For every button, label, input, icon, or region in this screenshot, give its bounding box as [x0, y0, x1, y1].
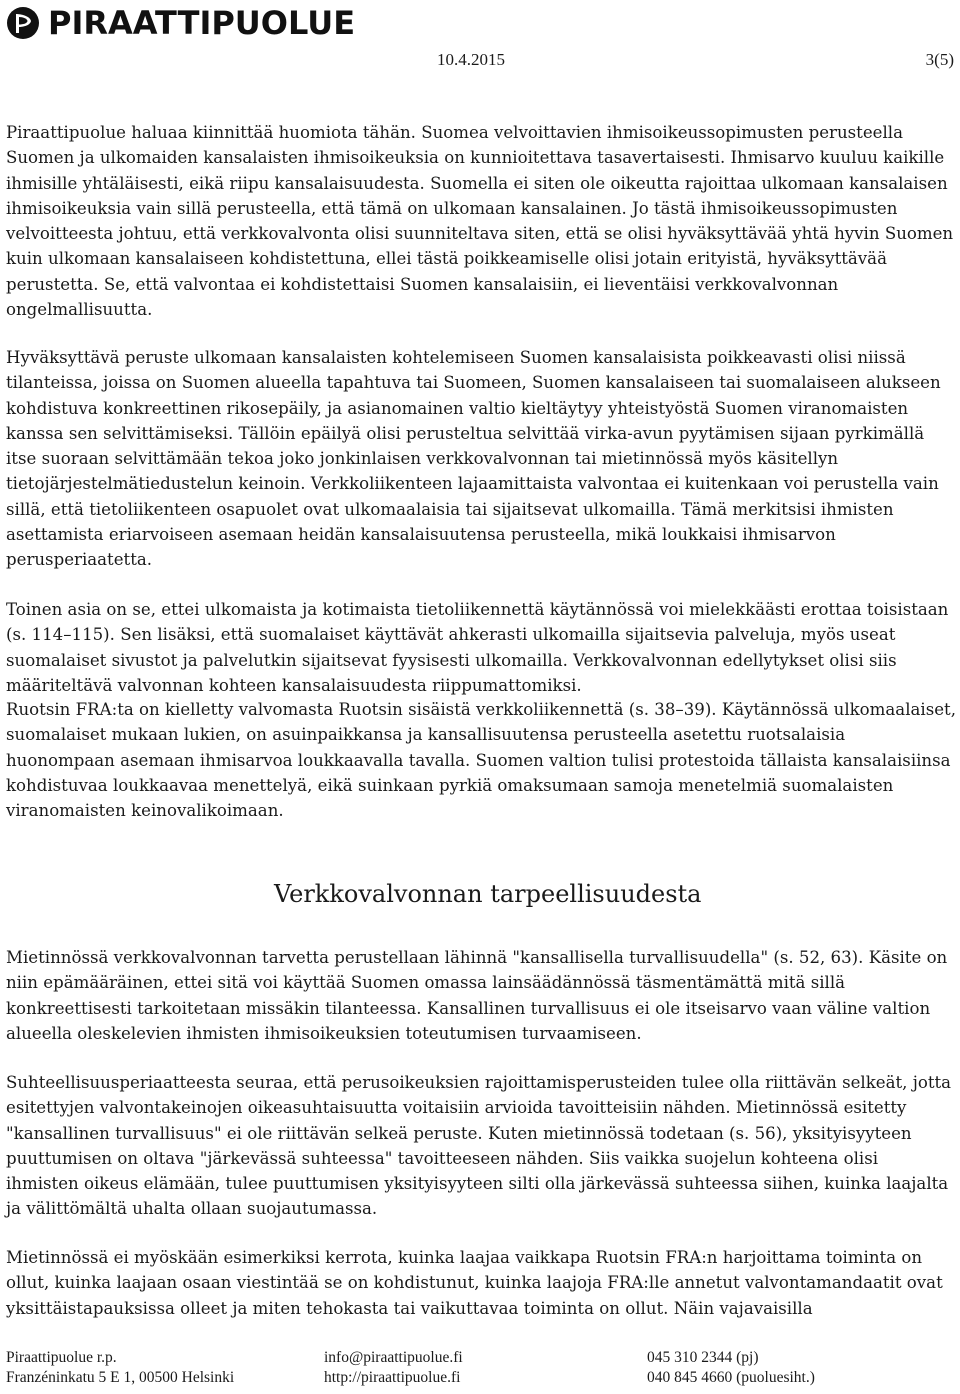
footer-address-block [6, 1348, 234, 1388]
footer-email[interactable]: info@piraattipuolue.fi [324, 1349, 463, 1366]
footer-website[interactable]: http://piraattipuolue.fi [324, 1369, 461, 1386]
paragraph: Ruotsin FRA:ta on kielletty valvomasta Ruotsin sisäistä verkkoliikennettä (s. 38–39). Käytännössä ulkomaalaiset, suomalaiset mukaan lukien, on asuinpaikkansa ja kansallisuutensa perusteella asetettu ruotsalaisia huonompaan asemaan ihmisarvoa loukkaavalla tavalla. Suomen valtion tulisi protestoida tällaista kansalaisiinsa kohdistuvaa loukkaavaa menettelyä, eikä suinkaan pyrkiä omaksumaan samoja menetelmiä suomalaisten viranomaisten keinovalikoimaan. [6, 700, 956, 821]
document-date: 10.4.2015 [437, 50, 505, 69]
paragraph: Mietinnössä ei myöskään esimerkiksi kerrota, kuinka laajaa vaikkapa Ruotsin FRA:n harjoittama toiminta on ollut, kuinka laajaan osaan viestintää se on kohdistunut, kuinka laajoja FRA:lle annetut valvontamandaatit ovat yksittäistapauksissa olleet ja miten tehokasta tai vaikuttavaa toiminta on ollut. Näin vajavaisilla [6, 1248, 943, 1318]
page-footer [0, 1344, 960, 1394]
logo [6, 5, 355, 41]
paragraph: Mietinnössä verkkovalvonnan tarvetta perustellaan lähinnä "kansallisella turvallisuudella" (s. 52, 63). Käsite on niin epämääräinen, ettei sitä voi käyttää Suomen omassa lainsäädännössä täsmentämättä mitä sillä konkreettisesti tarkoitetaan missäkin tilanteessa. Kansallinen turvallisuus ei ole itseisarvo vaan väline valtion alueella oleskelevien ihmisten ihmisoikeuksien toteutumisen turvaamiseen. [6, 948, 948, 1043]
footer-address: Franzéninkatu 5 E 1, 00500 Helsinki [6, 1369, 235, 1386]
paragraph: Hyväksyttävä peruste ulkomaan kansalaisten kohtelemiseen Suomen kansalaisista poikkeavasti olisi niissä tilanteissa, joissa on Suomen alueella tapahtuva tai Suomeen, Suomen kansalaiseen tai suomalaiseen alukseen kohdistuva konkreettinen rikosepäily, ja asianomainen valtio kieltäytyy yhteistyöstä Suomen viranomaisten kanssa sen selvittämiseksi. Tällöin epäilyä olisi perusteltua selvittää virka-avun pyytämisen sijaan pyrkimällä itse suoraan selvittämään tekoa joko jonkinlaisen verkkovalvonnan tai mietinnössä myös käsitellyn tietojärjestelmätiedustelun keinoin. Verkkoliikenteen lajaamittaista valvontaa ei kuitenkaan voi perustella vain sillä, että tietoliikenteen osapuolet ovat ulkomaalaisia tai sijaitsevat ulkomailla. Tämä merkitsisi ihmisten asettamista eriarvoiseen asemaan heidän kansalaisuutensa perusteella, mikä loukkaisi ihmisarvon perusperiaatetta. [6, 348, 941, 570]
page-header [0, 0, 960, 88]
logo-text: PIRAATTIPUOLUE [48, 4, 356, 42]
footer-phone-block [647, 1348, 815, 1388]
paragraph: Piraattipuolue haluaa kiinnittää huomiota tähän. Suomea velvoittavien ihmisoikeussopimusten perusteella Suomen ja ulkomaiden kansalaisten ihmisoikeuksia on kunnioitettava tasavertaisesti. Ihmisarvo kuuluu kaikille ihmisille yhtäläisesti, eikä riipu kansalaisuudesta. Suomella ei siten ole oikeutta rajoittaa ulkomaan kansalaisen ihmisoikeuksia vain sillä perusteella, että tämä on ulkomaan kansalainen. Jo tästä ihmisoikeussopimusten velvoitteesta johtuu, että verkkovalvonta olisi suunniteltava siten, että se olisi hyväksyttävää yhtä hyvin Suomen kuin ulkomaan kansalaiseen kohdistettuna, ellei tästä poikkeamiselle olisi jotain erityistä, hyväksyttävää perustetta. Se, että valvontaa ei kohdistettaisi Suomen kansalaisiin, ei lieventäisi verkkovalvonnan ongelmallisuutta. [6, 123, 954, 320]
footer-phone-secretary: 040 845 4660 (puoluesiht.) [647, 1369, 815, 1386]
page-number: 3(5) [925, 50, 954, 69]
footer-phone-chair: 045 310 2344 (pj) [647, 1349, 759, 1366]
footer-contact-block [324, 1348, 463, 1388]
paragraph: Suhteellisuusperiaatteesta seuraa, että perusoikeuksien rajoittamisperusteiden tulee olla riittävän selkeät, jotta esitettyjen valvontakeinojen oikeasuhtaisuutta voitaisiin arvioida tavoitteisiin nähden. Mietinnössä esitetty "kansallinen turvallisuus" ei ole riittävän selkeä peruste. Kuten mietinnössä todetaan (s. 56), yksityisyyteen puuttumisen on oltava "järkevässä suhteessa" tavoitteeseen nähden. Siis vaikka suojelun kohteena olisi ihmisten oikeus elämään, tulee puuttumisen yksityisyyteen silti olla järkevässä suhteessa siihen, kuinka laajalta ja välittömältä uhalta ollaan suojautumassa. [6, 1073, 952, 1219]
pirate-sail-logo-icon [6, 6, 40, 40]
paragraph: Toinen asia on se, ettei ulkomaista ja kotimaista tietoliikennettä käytännössä voi mielekkäästi erottaa toisistaan (s. 114–115). Sen lisäksi, että suomalaiset käyttävät ahkerasti ulkomailla sijaitsevia palveluja, myös useat suomalaiset sivustot ja palvelutkin sijaitsevat fyysisesti ulkomailla. Verkkovalvonnan edellytykset olisi siis määriteltävä valvonnan kohteen kansalaisuudesta riippumattomiksi. [6, 600, 949, 695]
footer-org-name: Piraattipuolue r.p. [6, 1349, 117, 1366]
section-heading: Verkkovalvonnan tarpeellisuudesta [274, 880, 702, 908]
